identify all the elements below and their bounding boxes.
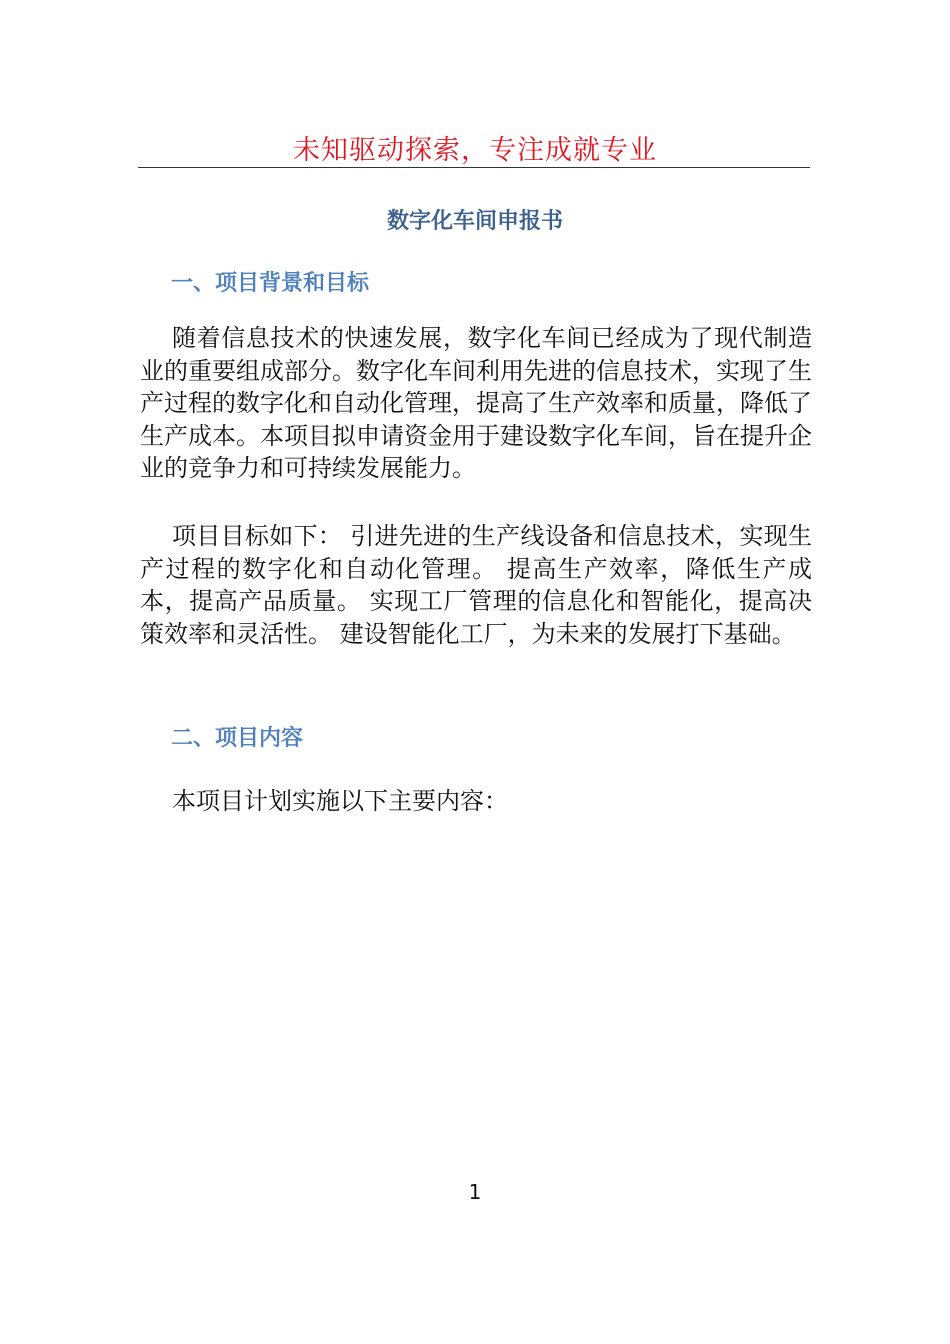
document-title: 数字化车间申报书 [386,209,563,234]
section-heading-content: 二、项目内容 [171,726,304,751]
header-divider [138,167,810,168]
paragraph-background: 随着信息技术的快速发展，数字化车间已经成为了现代制造业的重要组成部分。数字化车间利用先进的信息技术，实现了生产过程的数字化和自动化管理，提高了生产效率和质量，降低了生产成本。本项目拟申请资金用于建设数字化车间，旨在提升企业的竞争力和可持续发展能力。 [140,324,812,482]
paragraph-goals: 项目目标如下： 引进先进的生产线设备和信息技术，实现生产过程的数字化和自动化管理。 提高生产效率，降低生产成本，提高产品质量。 实现工厂管理的信息化和智能化，提高决策效率和灵活性。 建设智能化工厂，为未来的发展打下基础。 [140,522,812,648]
page-number: 1 [468,1180,482,1204]
header-slogan: 未知驱动探索，专注成就专业 [293,135,657,166]
paragraph-content-intro: 本项目计划实施以下主要内容： [172,787,508,815]
section-heading-background: 一、项目背景和目标 [171,271,370,296]
